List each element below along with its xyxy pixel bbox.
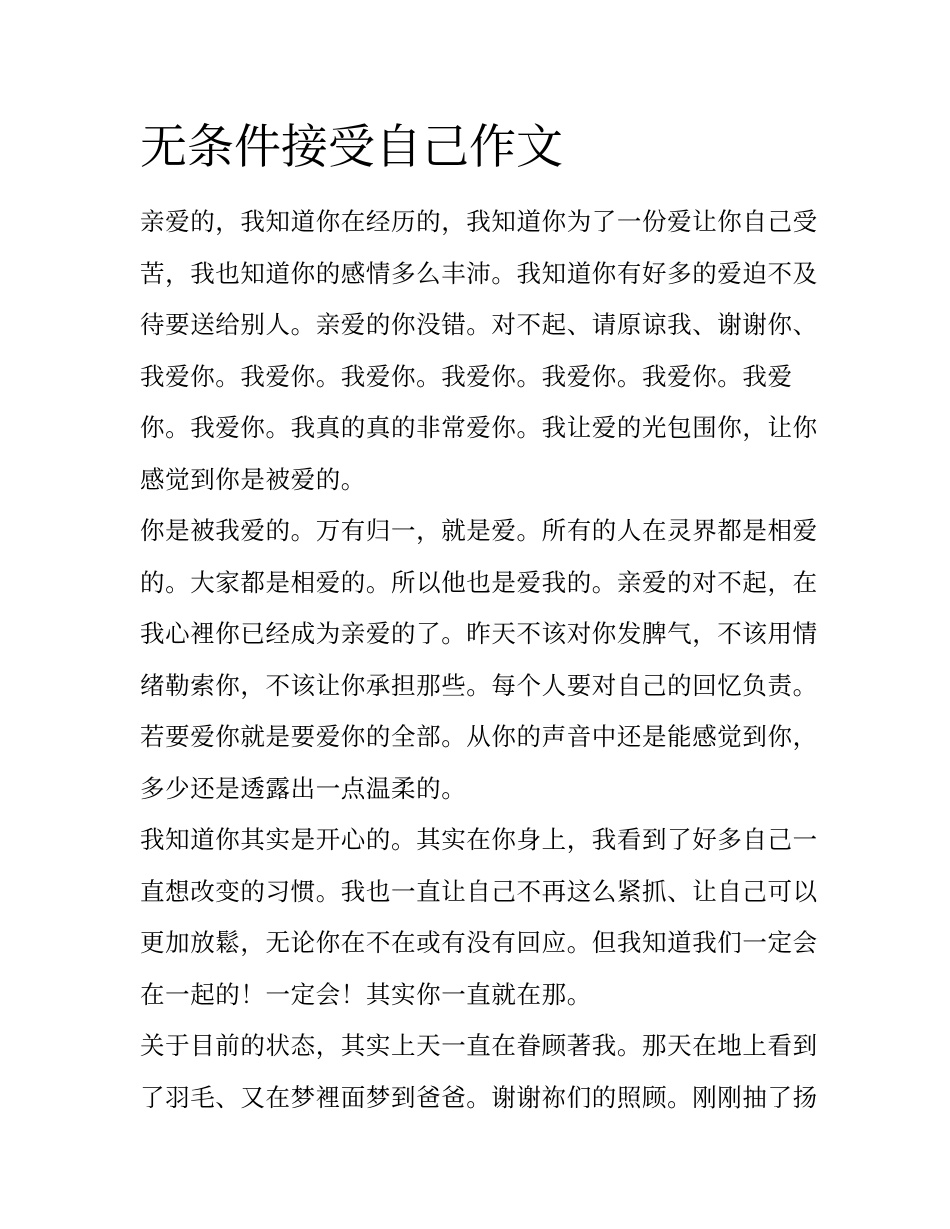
paragraph-4 bbox=[140, 1020, 818, 1123]
document-title: 无条件接受自己作文 bbox=[140, 120, 563, 175]
text-line: 待要送给别人。亲爱的你没错。对不起、请原谅我、谢谢你、 bbox=[140, 310, 818, 339]
text-line: 了羽毛、又在梦裡面梦到爸爸。谢谢祢们的照顾。刚刚抽了扬 bbox=[140, 1082, 818, 1112]
paragraph-1 bbox=[140, 196, 818, 505]
text-line: 我知道你其实是开心的。其实在你身上，我看到了好多自己一 bbox=[140, 825, 818, 854]
text-line: 关于目前的状态，其实上天一直在眷顾著我。那天在地上看到 bbox=[140, 1031, 818, 1060]
paragraph-3 bbox=[140, 814, 818, 1020]
text-line: 直想改变的习惯。我也一直让自己不再这么紧抓、让自己可以 bbox=[140, 876, 818, 906]
text-line: 在一起的！一定会！其实你一直就在那。 bbox=[140, 979, 592, 1009]
text-line: 苦，我也知道你的感情多么丰沛。我知道你有好多的爱迫不及 bbox=[140, 258, 818, 288]
text-line: 我心裡你已经成为亲爱的了。昨天不该对你发脾气，不该用情 bbox=[140, 619, 818, 648]
text-line: 多少还是透露出一点温柔的。 bbox=[140, 773, 467, 803]
text-line: 你是被我爱的。万有归一，就是爱。所有的人在灵界都是相爱 bbox=[140, 516, 818, 545]
text-line: 亲爱的，我知道你在经历的，我知道你为了一份爱让你自己受 bbox=[140, 207, 818, 236]
text-line: 感觉到你是被爱的。 bbox=[140, 464, 366, 494]
text-line: 绪勒索你，不该让你承担那些。每个人要对自己的回忆负责。 bbox=[140, 670, 818, 700]
document-body bbox=[140, 196, 818, 1123]
text-line: 的。大家都是相爱的。所以他也是爱我的。亲爱的对不起，在 bbox=[140, 567, 818, 597]
text-line: 若要爱你就是要爱你的全部。从你的声音中还是能感觉到你， bbox=[140, 722, 818, 751]
text-line: 我爱你。我爱你。我爱你。我爱你。我爱你。我爱你。我爱 bbox=[140, 361, 793, 391]
text-line: 你。我爱你。我真的真的非常爱你。我让爱的光包围你，让你 bbox=[140, 413, 818, 442]
paragraph-2 bbox=[140, 505, 818, 814]
text-line: 更加放鬆，无论你在不在或有没有回应。但我知道我们一定会 bbox=[140, 928, 818, 957]
